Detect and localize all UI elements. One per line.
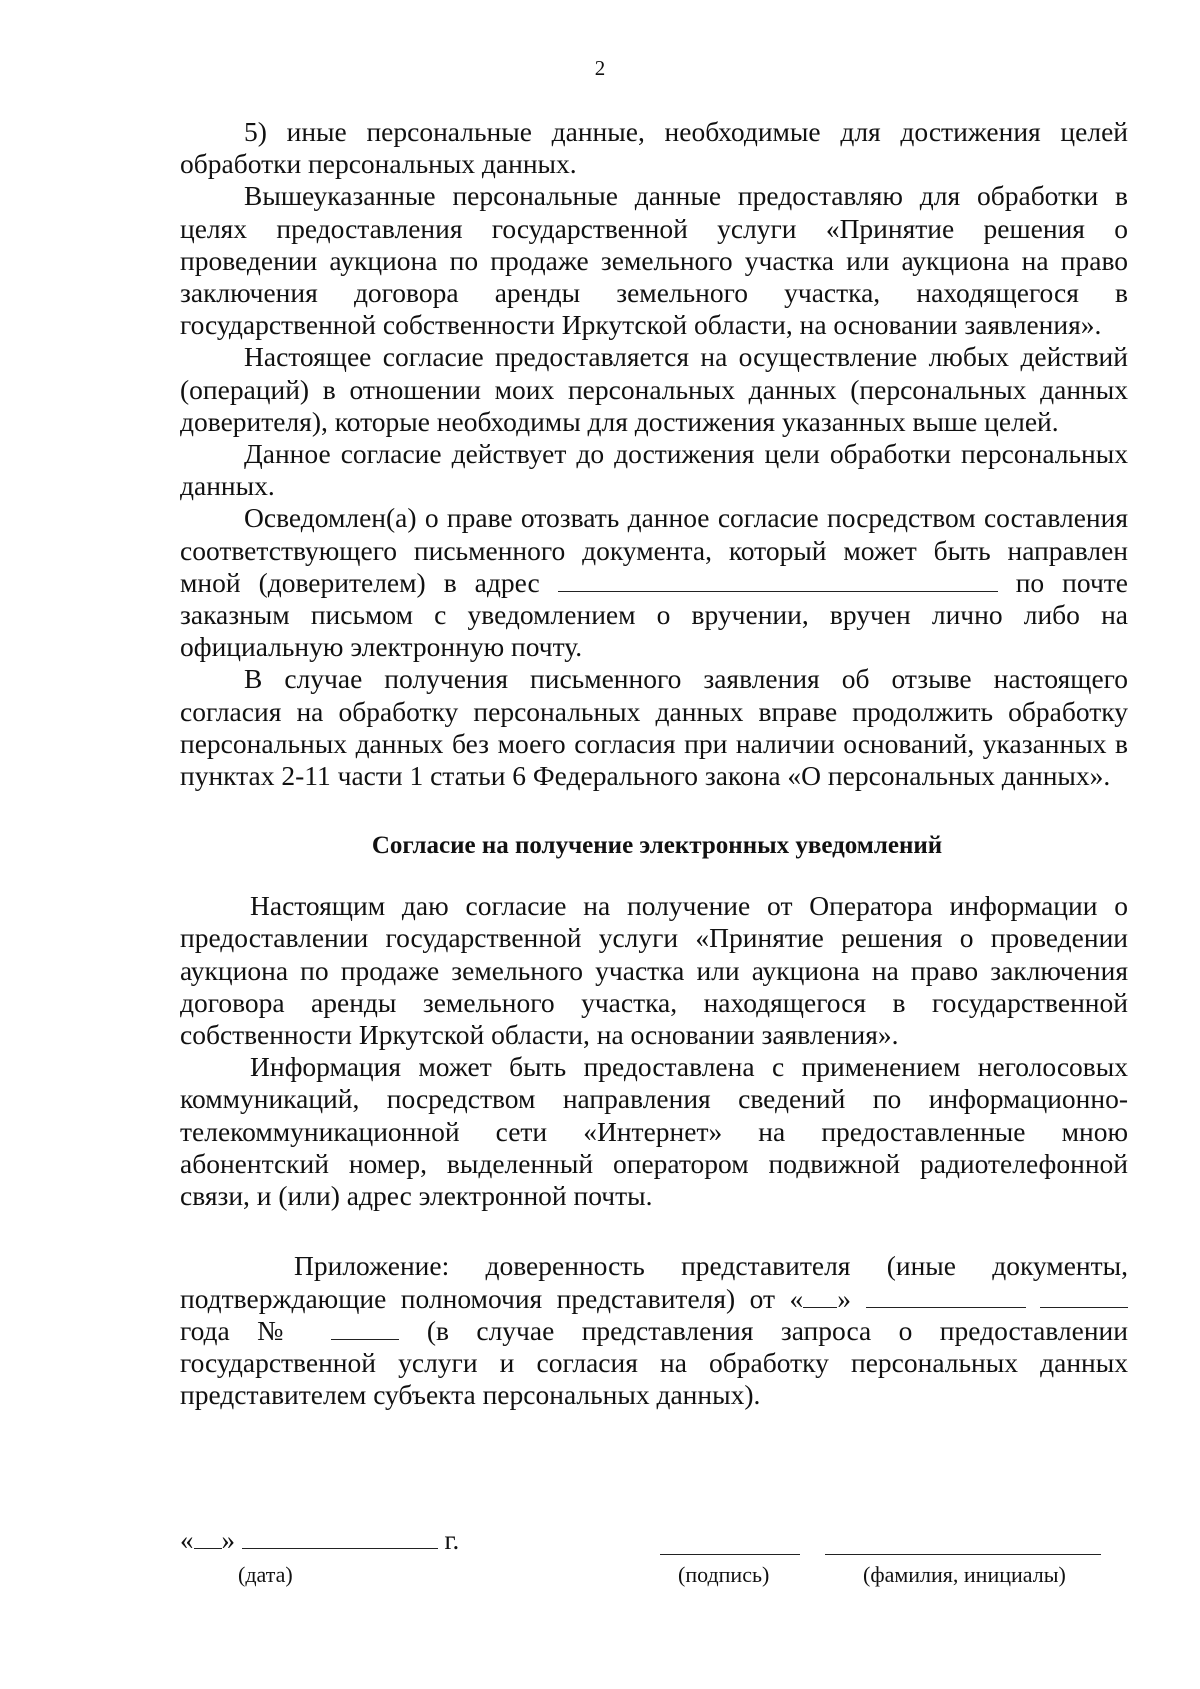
- paragraph-validity: Данное согласие действует до достижения цели обработки персональных данных.: [180, 438, 1128, 502]
- paragraph-scope: Настоящее согласие предоставляется на осуществление любых действий (операций) в отношении моих персональных данных (персональных данных доверителя), которые необходимы для достижения указанных выше целей.: [180, 341, 1128, 437]
- signature-caption: (подпись): [678, 1562, 770, 1587]
- appendix-close-quote: »: [837, 1282, 852, 1314]
- signature-row: [180, 1524, 1128, 1594]
- page-number: 2: [594, 56, 606, 80]
- paragraph-electronic-consent: Настоящим даю согласие на получение от Оператора информации о предоставлении государственной услуги «Принятие решения о проведении аукциона по продаже земельного участка или аукциона на право заключения договора аренды земельного участка, находящегося в государственной собственности Иркутской области, на основании заявления».: [180, 890, 1128, 1051]
- paragraph-continued-processing: В случае получения письменного заявления об отзыве настоящего согласия на обработку персональных данных вправе продолжить обработку персональных данных без моего согласия при наличии оснований, указанных в пунктах 2-11 части 1 статьи 6 Федерального закона «О персональных данных».: [180, 663, 1128, 792]
- date-year-suffix: г.: [444, 1525, 460, 1555]
- date-month-year-blank: [242, 1524, 438, 1549]
- section-heading: Согласие на получение электронных уведомлений: [371, 832, 943, 860]
- date-close-quote: »: [221, 1525, 235, 1555]
- appendix-day-blank: [803, 1283, 837, 1308]
- appendix-text-end: (в случае представления запроса о предоставлении государственной услуги и согласия на обработку персональных данных представителем субъекта персональных данных).: [180, 1314, 1128, 1411]
- appendix-text-start: Приложение: доверенность представителя (иные документы, подтверждающие полномочия представителя) от «: [180, 1250, 1128, 1314]
- date-field: [180, 1524, 459, 1556]
- paragraph-purpose: Вышеуказанные персональные данные предоставляю для обработки в целях предоставления государственной услуги «Принятие решения о проведении аукциона по продаже земельного участка или аукциона на право заключения договора аренды земельного участка, находящегося в государственной собственности Иркутской области, на основании заявления».: [180, 180, 1128, 341]
- revocation-text-end: по почте заказным письмом с уведомлением о вручении, вручен лично либо на официальную электронную почту.: [180, 566, 1128, 663]
- paragraph-communication-channels: Информация может быть предоставлена с применением неголосовых коммуникаций, посредством направления сведений по информационно-телекоммуникационной сети «Интернет» на предоставленные мною абонентский номер, выделенный оператором подвижной радиотелефонной связи, и (или) адрес электронной почты.: [180, 1051, 1128, 1212]
- date-open-quote: «: [180, 1525, 194, 1555]
- document-body: [180, 116, 1128, 1411]
- appendix-month-blank: [866, 1283, 1026, 1308]
- address-blank: [558, 567, 998, 592]
- name-line: [825, 1554, 1101, 1555]
- name-caption: (фамилия, инициалы): [863, 1562, 1066, 1587]
- appendix-number-blank: [331, 1315, 399, 1340]
- paragraph-revocation: [180, 502, 1128, 663]
- appendix-year-blank: [1040, 1283, 1128, 1308]
- date-caption: (дата): [238, 1562, 293, 1587]
- paragraph-appendix: [180, 1250, 1128, 1411]
- paragraph-other-data: 5) иные персональные данные, необходимые для достижения целей обработки персональных данных.: [180, 116, 1128, 180]
- revocation-text-start: Осведомлен(а) о праве отозвать данное согласие посредством составления соответствующего письменного документа, который может быть направлен мной (доверителем) в адрес: [180, 502, 1128, 598]
- appendix-year-label: года №: [180, 1314, 304, 1346]
- date-day-blank: [194, 1524, 222, 1549]
- signature-line: [660, 1554, 800, 1555]
